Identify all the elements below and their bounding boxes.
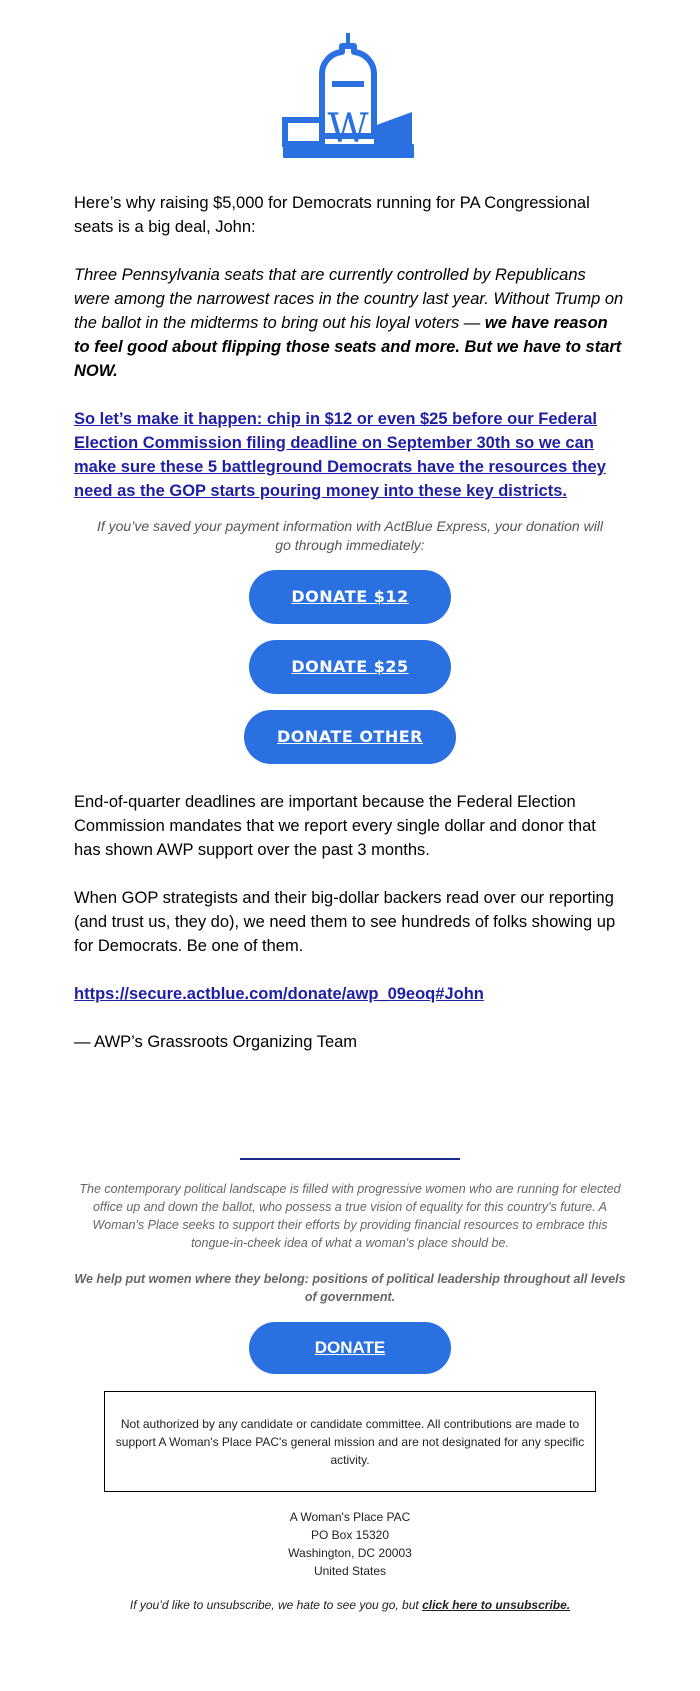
footer-tagline: We help put women where they belong: positions of political leadership throughout all levels of government. <box>74 1272 626 1304</box>
address-country: United States <box>313 1564 387 1578</box>
actblue-url-link[interactable]: https://secure.actblue.com/donate/awp_09eoq#John <box>74 985 484 1003</box>
italic-paragraph <box>74 263 626 383</box>
chip-in-link[interactable]: So let’s make it happen: chip in $12 or even $25 before our Federal Election Commission filing deadline on September 30th so we can make sure these 5 battleground Democrats have the resources they need as the GOP starts pouring money into these key districts. <box>74 410 606 500</box>
address-city: Washington, DC 20003 <box>288 1546 412 1560</box>
address-box: PO Box 15320 <box>310 1528 390 1542</box>
intro-paragraph: Here’s why raising $5,000 for Democrats running for PA Congressional seats is a big deal, John: <box>74 194 590 236</box>
actblue-express-note: If you’ve saved your payment information with ActBlue Express, your donation will go through immediately: <box>96 518 604 553</box>
italic-bold-text: we have reason to feel good about flipping those seats and more. But we have to start NOW. <box>74 314 622 380</box>
unsubscribe-link[interactable]: click here to unsubscribe. <box>422 1598 571 1612</box>
donate-other-button[interactable]: DONATE OTHER <box>244 710 456 764</box>
capitol-dome-logo-icon <box>280 32 420 172</box>
unsubscribe-text: If you’d like to unsubscribe, we hate to see you go, but <box>129 1598 423 1612</box>
logo-letter: W <box>327 106 369 152</box>
gop-paragraph: When GOP strategists and their big-dollar backers read over our reporting (and trust us, they do), we need them to see hundreds of folks showing up for Democrats. Be one of them. <box>74 889 616 955</box>
donate-25-button[interactable]: DONATE $25 <box>249 640 451 694</box>
email-body <box>74 32 626 1614</box>
footer-divider <box>240 1158 460 1160</box>
signature: — AWP’s Grassroots Organizing Team <box>74 1033 358 1051</box>
address-org: A Woman's Place PAC <box>289 1510 411 1524</box>
italic-plain-text: Three Pennsylvania seats that are currently controlled by Republicans were among the narrowest races in the country last year. Without Trump on the ballot in the midterms to bring out his loyal voters — <box>74 266 624 332</box>
donate-12-button[interactable]: DONATE $12 <box>249 570 451 624</box>
disclaimer-box: Not authorized by any candidate or candidate committee. All contributions are made to support A Woman's Place PAC's general mission and are not designated for any specific activity. <box>104 1391 596 1492</box>
footer-donate-button[interactable]: DONATE <box>249 1322 451 1374</box>
unsubscribe-line <box>74 1596 626 1614</box>
footer-description: The contemporary political landscape is filled with progressive women who are running for elected office up and down the ballot, who possess a true vision of equality for this country's future. A Woman's Place seeks to support their efforts by providing financial resources to embrace this tongue-in-cheek idea of what a woman's place should be. <box>79 1182 621 1250</box>
deadline-paragraph: End-of-quarter deadlines are important because the Federal Election Commission mandates that we report every single dollar and donor that has shown AWP support over the past 3 months. <box>74 793 596 859</box>
mailing-address <box>74 1508 626 1580</box>
